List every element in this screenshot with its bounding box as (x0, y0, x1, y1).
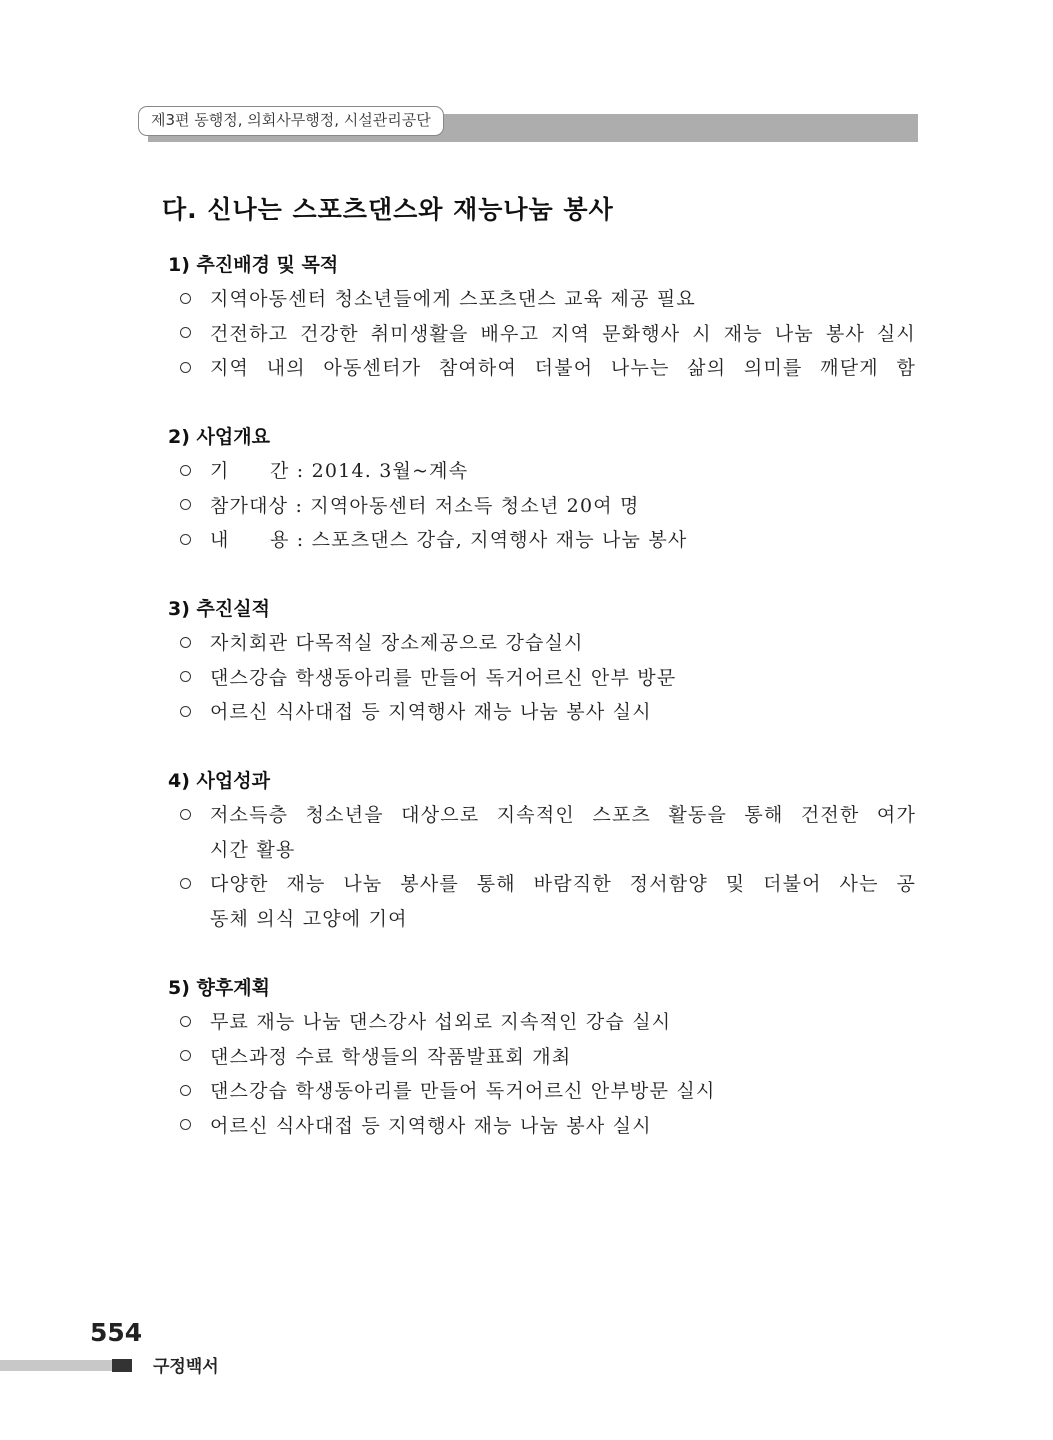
list-item: 저소득층 청소년을 대상으로 지속적인 스포츠 활동을 통해 건전한 여가 시간 활용 (168, 798, 916, 867)
circle-bullet-icon (180, 695, 191, 730)
section-title: 1) 추진배경 및 목적 (168, 254, 339, 276)
section-title: 4) 사업성과 (168, 770, 270, 792)
list-item: 댄스강습 학생동아리를 만들어 독거어르신 안부방문 실시 (168, 1074, 916, 1109)
list-item: 지역아동센터 청소년들에게 스포츠댄스 교육 제공 필요 (168, 282, 916, 317)
footer-square-marker (112, 1359, 132, 1372)
section-results (168, 592, 916, 730)
chapter-header-tab: 제3편 동행정, 의회사무행정, 시설관리공단 (138, 106, 444, 136)
section-outcomes (168, 764, 916, 936)
section-title: 3) 추진실적 (168, 598, 270, 620)
list-item: 참가대상 : 지역아동센터 저소득 청소년 20여 명 (168, 489, 916, 524)
list-item: 어르신 식사대접 등 지역행사 재능 나눔 봉사 실시 (168, 1109, 916, 1144)
circle-bullet-icon (180, 661, 191, 696)
section-future-plans (168, 971, 916, 1143)
circle-bullet-icon (180, 798, 191, 833)
circle-bullet-icon (180, 1109, 191, 1144)
circle-bullet-icon (180, 626, 191, 661)
list-item: 건전하고 건강한 취미생활을 배우고 지역 문화행사 시 재능 나눔 봉사 실시 (168, 317, 916, 352)
circle-bullet-icon (180, 523, 191, 558)
main-title: 다. 신나는 스포츠댄스와 재능나눔 봉사 (162, 195, 614, 224)
footer-bar (0, 1360, 112, 1371)
section-title: 5) 향후계획 (168, 977, 270, 999)
circle-bullet-icon (180, 1005, 191, 1040)
list-item: 내 용 : 스포츠댄스 강습, 지역행사 재능 나눔 봉사 (168, 523, 916, 558)
circle-bullet-icon (180, 454, 191, 489)
circle-bullet-icon (180, 282, 191, 317)
list-item: 자치회관 다목적실 장소제공으로 강습실시 (168, 626, 916, 661)
section-purpose (168, 248, 916, 386)
list-item: 댄스과정 수료 학생들의 작품발표회 개최 (168, 1040, 916, 1075)
section-title: 2) 사업개요 (168, 426, 270, 448)
circle-bullet-icon (180, 1040, 191, 1075)
list-item: 어르신 식사대접 등 지역행사 재능 나눔 봉사 실시 (168, 695, 916, 730)
list-item: 지역 내의 아동센터가 참여하여 더불어 나누는 삶의 의미를 깨닫게 함 (168, 351, 916, 386)
circle-bullet-icon (180, 1074, 191, 1109)
list-item: 다양한 재능 나눔 봉사를 통해 바람직한 정서함양 및 더불어 사는 공 동체 의식 고양에 기여 (168, 867, 916, 936)
list-item: 무료 재능 나눔 댄스강사 섭외로 지속적인 강습 실시 (168, 1005, 916, 1040)
circle-bullet-icon (180, 489, 191, 524)
list-item: 댄스강습 학생동아리를 만들어 독거어르신 안부 방문 (168, 661, 916, 696)
footer-book-title: 구정백서 (153, 1357, 219, 1377)
circle-bullet-icon (180, 317, 191, 352)
circle-bullet-icon (180, 867, 191, 902)
page-number: 554 (90, 1318, 143, 1347)
circle-bullet-icon (180, 351, 191, 386)
list-item: 기 간 : 2014. 3월~계속 (168, 454, 916, 489)
section-overview (168, 420, 916, 558)
